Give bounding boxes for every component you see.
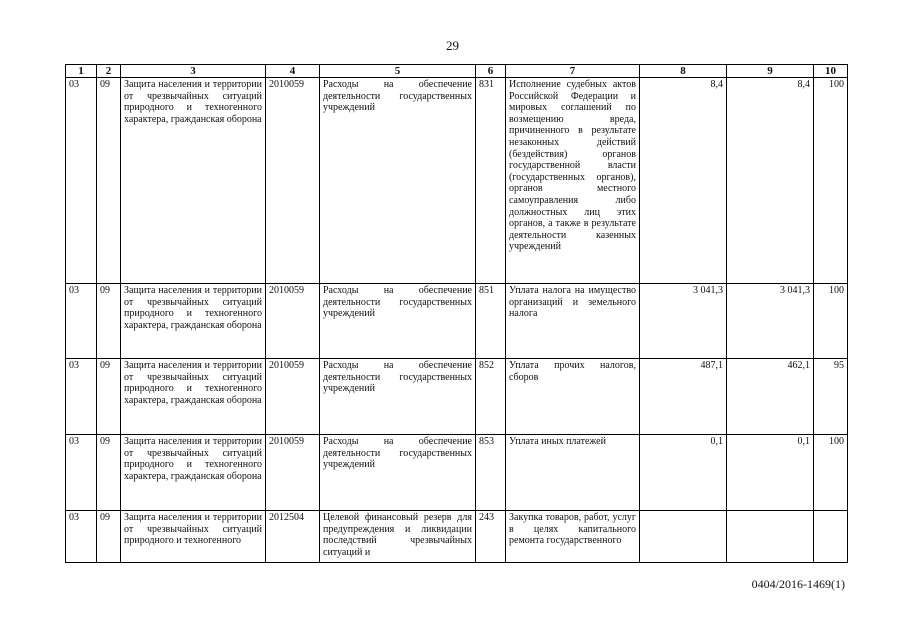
target-article-code: 2010059 [266,284,320,359]
expense-type-name: Уплата налога на имущество организаций и земельного налога [506,284,640,359]
execution-percent [814,511,848,563]
subsection-code: 09 [97,284,121,359]
section-name: Защита населения и территории от чрезвычайных ситуаций природного и техногенного характера, гражданская оборона [121,284,266,359]
section-name: Защита населения и территории от чрезвычайных ситуаций природного и техногенного характера, гражданская оборона [121,359,266,435]
table-row [66,78,848,284]
header-col-8: 8 [640,65,727,78]
target-article-code: 2010059 [266,359,320,435]
header-row [66,65,848,78]
header-col-3: 3 [121,65,266,78]
executed-amount [727,511,814,563]
header-col-6: 6 [476,65,506,78]
executed-amount: 0,1 [727,435,814,511]
header-col-10: 10 [814,65,848,78]
section-name: Защита населения и территории от чрезвычайных ситуаций природного и техногенного [121,511,266,563]
page-number: 29 [446,38,459,53]
execution-percent: 100 [814,435,848,511]
table-row [66,511,848,563]
table-row [66,435,848,511]
header-col-4: 4 [266,65,320,78]
expense-type-name: Уплата прочих налогов, сборов [506,359,640,435]
table-row [66,284,848,359]
expense-type-code: 852 [476,359,506,435]
table-row [66,359,848,435]
expense-type-code: 851 [476,284,506,359]
document-code: 0404/2016-1469(1) [751,577,845,591]
header-col-5: 5 [320,65,476,78]
expense-type-code: 853 [476,435,506,511]
section-code: 03 [66,359,97,435]
planned-amount: 8,4 [640,78,727,284]
subsection-code: 09 [97,435,121,511]
target-article-name: Расходы на обеспечение деятельности государственных учреждений [320,359,476,435]
expense-type-name: Исполнение судебных актов Российской Федерации и мировых соглашений по возмещению вреда, причиненного в результате незаконных действий (бездействия) органов государственной власти (государственных органов), органов местного самоуправления либо должностных лиц этих органов, а также в результате деятельности казенных учреждений [506,78,640,284]
execution-percent: 100 [814,78,848,284]
header-col-7: 7 [506,65,640,78]
section-code: 03 [66,78,97,284]
planned-amount [640,511,727,563]
target-article-code: 2010059 [266,78,320,284]
subsection-code: 09 [97,359,121,435]
expense-type-code: 243 [476,511,506,563]
target-article-name: Расходы на обеспечение деятельности государственных учреждений [320,284,476,359]
target-article-code: 2010059 [266,435,320,511]
executed-amount: 3 041,3 [727,284,814,359]
subsection-code: 09 [97,78,121,284]
target-article-name: Целевой финансовый резерв для предупреждения и ликвидации последствий чрезвычайных ситуаций и [320,511,476,563]
header-col-9: 9 [727,65,814,78]
section-name: Защита населения и территории от чрезвычайных ситуаций природного и техногенного характера, гражданская оборона [121,435,266,511]
section-name: Защита населения и территории от чрезвычайных ситуаций природного и техногенного характера, гражданская оборона [121,78,266,284]
executed-amount: 462,1 [727,359,814,435]
expense-type-code: 831 [476,78,506,284]
planned-amount: 3 041,3 [640,284,727,359]
planned-amount: 487,1 [640,359,727,435]
execution-percent: 100 [814,284,848,359]
planned-amount: 0,1 [640,435,727,511]
target-article-name: Расходы на обеспечение деятельности государственных учреждений [320,78,476,284]
subsection-code: 09 [97,511,121,563]
section-code: 03 [66,284,97,359]
section-code: 03 [66,511,97,563]
executed-amount: 8,4 [727,78,814,284]
section-code: 03 [66,435,97,511]
header-col-2: 2 [97,65,121,78]
expense-type-name: Уплата иных платежей [506,435,640,511]
budget-table [65,64,848,563]
target-article-code: 2012504 [266,511,320,563]
expense-type-name: Закупка товаров, работ, услуг в целях капитального ремонта государственного [506,511,640,563]
target-article-name: Расходы на обеспечение деятельности государственных учреждений [320,435,476,511]
header-col-1: 1 [66,65,97,78]
execution-percent: 95 [814,359,848,435]
